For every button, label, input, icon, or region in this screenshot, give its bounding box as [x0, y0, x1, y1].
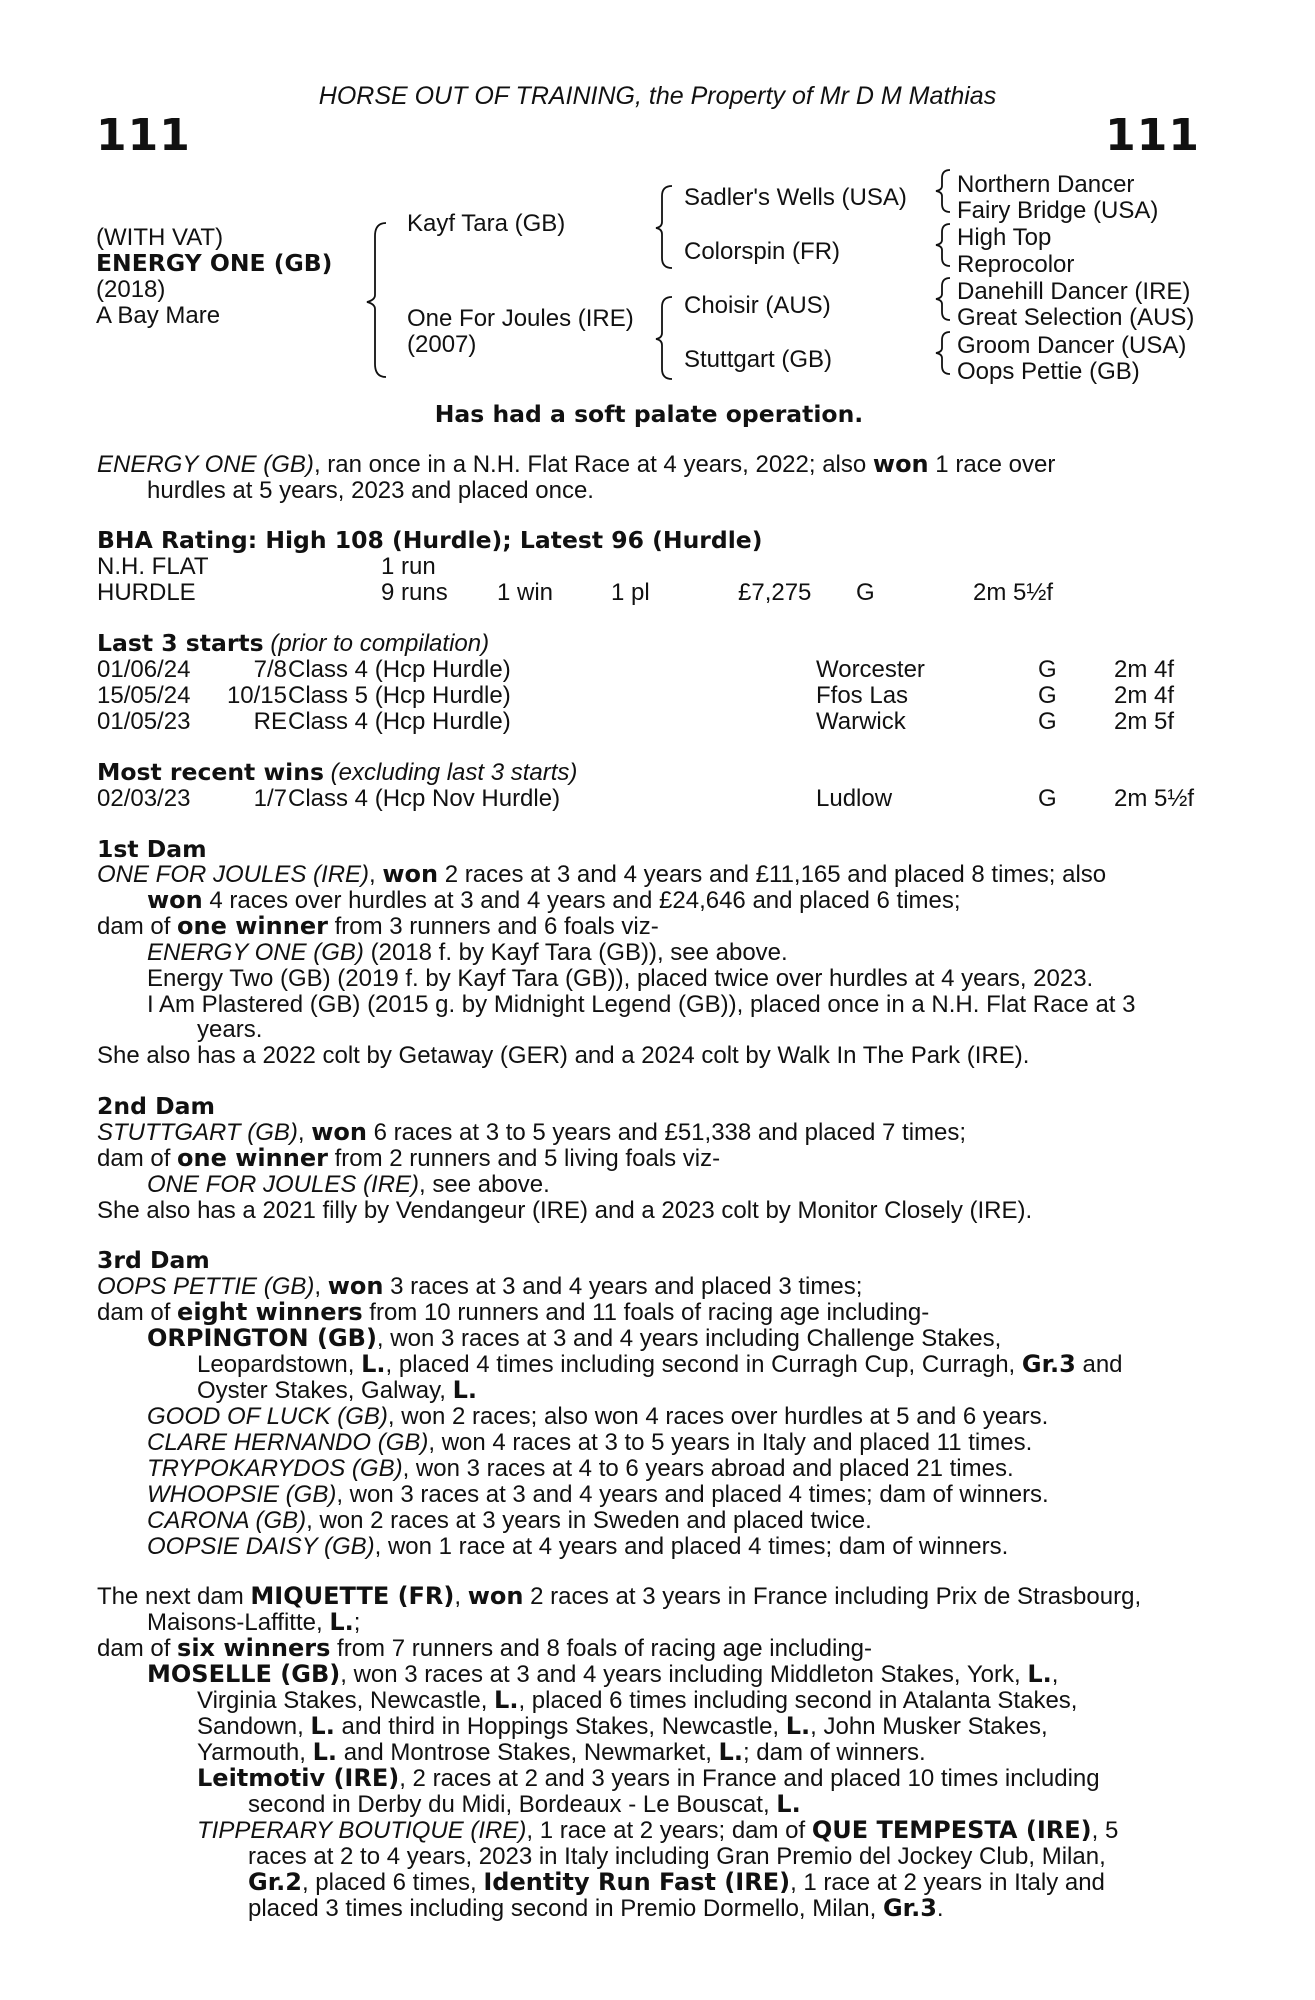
dam3-progeny-6: [147, 1534, 1008, 1560]
leitmotiv-text-2: second in Derby du Midi, Bordeaux - Le Bouscat,: [248, 1791, 777, 1818]
orpington-text-4: and: [1075, 1351, 1123, 1378]
tipperary-text-3: , placed 6 times,: [301, 1869, 484, 1896]
start-position: 7/8: [253, 656, 287, 683]
dam2-won: won: [311, 1118, 367, 1146]
tipperary-line-2: races at 2 to 4 years, 2023 in Italy including Gran Premio del Jockey Club, Milan,: [248, 1843, 1106, 1870]
start-course: Ffos Las: [816, 682, 909, 709]
pedigree-g2: Fairy Bridge (USA): [957, 197, 1159, 224]
tipperary-text-4: , 1 race at 2 years in Italy and: [790, 1869, 1105, 1896]
tipperary-line-1: [197, 1818, 1204, 1844]
start-race: Class 4 (Hcp Hurdle): [288, 708, 511, 735]
summary-line-2: hurdles at 5 years, 2023 and placed once.: [147, 477, 594, 504]
rating-distance: 2m 5½f: [973, 579, 1054, 606]
last-starts-subtitle: (prior to compilation): [270, 630, 490, 657]
moselle-text-2: Virginia Stakes, Newcastle,: [197, 1687, 495, 1714]
rating-placed: 1 pl: [611, 579, 650, 606]
dam2-title: 2nd Dam: [97, 1092, 215, 1120]
progeny-name: TRYPOKARYDOS (GB): [147, 1455, 403, 1482]
dam1-line-3: [97, 914, 659, 940]
listed-mark: L.: [312, 1738, 338, 1766]
pedigree-sire-dam: Colorspin (FR): [684, 238, 841, 265]
moselle-text-6: , John Musker Stakes,: [810, 1713, 1048, 1740]
dam1-progeny-3-cont: years.: [197, 1016, 263, 1043]
start-going: G: [1038, 656, 1057, 683]
progeny-name: ENERGY ONE (GB): [147, 939, 364, 966]
moselle-text-3: , placed 6 times including second in Atalanta Stakes,: [518, 1687, 1078, 1714]
tipperary-line-4: [248, 1896, 944, 1922]
que-tempesta-name: QUE TEMPESTA (IRE): [811, 1816, 1092, 1844]
progeny-text: , won 2 races at 3 years in Sweden and placed twice.: [306, 1507, 872, 1534]
dam1-dam-of: dam of: [97, 913, 178, 940]
group-mark: Gr.3: [1021, 1350, 1076, 1378]
next-dam-text-3: ;: [353, 1609, 361, 1636]
lot-number-left: 111: [96, 110, 191, 161]
next-dam-text-2: Maisons-Laffitte,: [147, 1609, 330, 1636]
progeny-name: CLARE HERNANDO (GB): [147, 1429, 429, 1456]
moselle-line-4: [197, 1740, 926, 1766]
rating-wins: 1 win: [497, 579, 554, 606]
pedigree-g8: Oops Pettie (GB): [957, 358, 1140, 385]
rating-runs: 1 run: [381, 553, 436, 580]
next-dam-line-3: [97, 1636, 872, 1662]
listed-mark: L.: [452, 1376, 478, 1404]
win-going: G: [1038, 785, 1057, 812]
progeny-name: GOOD OF LUCK (GB): [147, 1403, 388, 1430]
tipperary-text-5: placed 3 times including second in Premio Dormello, Milan,: [248, 1895, 883, 1922]
recent-wins-title: Most recent wins: [97, 758, 324, 786]
moselle-text-5: and third in Hoppings Stakes, Newcastle,: [334, 1713, 786, 1740]
rating-type: N.H. FLAT: [97, 553, 209, 580]
moselle-line-1: [147, 1662, 1204, 1688]
dam1-title: 1st Dam: [97, 835, 207, 863]
group-mark: Gr.3: [882, 1894, 937, 1922]
dam3-line-1: OOPS PETTIE (GB), won 3 races at 3 and 4 years and placed 3 times;: [97, 1272, 863, 1300]
start-position: RE: [253, 708, 287, 735]
dam1-text-2: 4 races over hurdles at 3 and 4 years and £24,646 and placed 6 times;: [202, 887, 961, 914]
moselle-line-2: [197, 1688, 1204, 1714]
listed-mark: L.: [1027, 1660, 1052, 1688]
dam2-dam-of: dam of: [97, 1145, 178, 1172]
win-course: Ludlow: [816, 785, 893, 812]
group-mark: Gr.2: [248, 1868, 302, 1896]
summary-text-2: 1 race over: [928, 451, 1056, 478]
dam3-dam-of: dam of: [97, 1299, 178, 1326]
next-dam-name: MIQUETTE (FR): [250, 1582, 455, 1610]
orpington-line-2: [197, 1352, 1204, 1378]
dam2-line-2: [97, 1146, 720, 1172]
start-course: Warwick: [816, 708, 906, 735]
pedigree-sire-sire: Sadler's Wells (USA): [684, 184, 907, 211]
dam1-progeny-1: [147, 940, 788, 966]
pedigree-g6: Great Selection (AUS): [957, 304, 1195, 331]
progeny-name: CARONA (GB): [147, 1507, 307, 1534]
recent-wins-subtitle: (excluding last 3 starts): [330, 759, 578, 786]
listed-mark: L.: [718, 1738, 743, 1766]
moselle-text-8: and Montrose Stakes, Newmarket,: [337, 1739, 719, 1766]
dam3-runners: from 10 runners and 11 foals of racing age including-: [362, 1299, 930, 1326]
dam1-won-2: won: [147, 886, 203, 914]
dam1-progeny-2: Energy Two (GB) (2019 f. by Kayf Tara (GB)), placed twice over hurdles at 4 years, 2023.: [147, 965, 1094, 992]
start-course: Worcester: [816, 656, 925, 683]
progeny-text: , won 3 races at 4 to 6 years abroad and placed 21 times.: [402, 1455, 1014, 1482]
win-distance: 2m 5½f: [1114, 785, 1195, 812]
progeny-text: , won 2 races; also won 4 races over hurdles at 5 and 6 years.: [387, 1403, 1049, 1430]
win-race: Class 4 (Hcp Nov Hurdle): [288, 785, 561, 812]
next-dam-line-1: [97, 1584, 1204, 1610]
tipperary-text: , 1 race at 2 years; dam of: [526, 1817, 812, 1844]
orpington-line-1: [147, 1326, 1204, 1352]
progeny-text: , see above.: [419, 1171, 550, 1198]
dam2-also: She also has a 2021 filly by Vendangeur (IRE) and a 2023 colt by Monitor Closely (IRE).: [97, 1197, 1033, 1224]
moselle-line-3: [197, 1714, 1204, 1740]
page-header: HORSE OUT OF TRAINING, the Property of Mr D M Mathias: [318, 82, 997, 110]
dam1-winners: one winner: [177, 912, 328, 940]
dam3-progeny-4: [147, 1482, 1049, 1508]
next-dam-dam-of: dam of: [97, 1635, 178, 1662]
start-date: 01/05/23: [97, 708, 191, 735]
dam1-line-2: [147, 888, 961, 914]
dam3-winners: eight winners: [177, 1298, 363, 1326]
lot-number-right: 111: [1105, 110, 1200, 161]
next-dam-won: won: [467, 1582, 524, 1610]
start-going: G: [1038, 708, 1057, 735]
start-date: 15/05/24: [97, 682, 191, 709]
next-dam-intro: The next dam: [97, 1583, 251, 1610]
dam1-name: ONE FOR JOULES (IRE): [97, 861, 370, 888]
progeny-name: ONE FOR JOULES (IRE): [147, 1171, 420, 1198]
tipperary-period: .: [936, 1895, 944, 1922]
horse-name: ENERGY ONE (GB): [96, 249, 333, 277]
pedigree-dam-dam: Stuttgart (GB): [684, 346, 833, 373]
pedigree-sire: Kayf Tara (GB): [407, 210, 566, 237]
dam3-text: 3 races at 3 and 4 years and placed 3 times;: [383, 1273, 863, 1300]
tipperary-line-3: [248, 1870, 1204, 1896]
horse-year: (2018): [96, 276, 166, 303]
listed-mark: L.: [361, 1350, 386, 1378]
moselle-name: MOSELLE (GB): [147, 1660, 341, 1688]
orpington-text-2: Leopardstown,: [197, 1351, 362, 1378]
bha-rating-title: BHA Rating: High 108 (Hurdle); Latest 96 (Hurdle): [97, 526, 763, 554]
dam3-line-2: [97, 1300, 929, 1326]
leitmotiv-text: , 2 races at 2 and 3 years in France and placed 10 times including: [399, 1765, 1100, 1792]
rating-runs: 9 runs: [381, 579, 448, 606]
dam2-name: STUTTGART (GB): [97, 1119, 298, 1146]
progeny-name: OOPSIE DAISY (GB): [147, 1533, 375, 1560]
progeny-text: , won 1 race at 4 years and placed 4 times; dam of winners.: [374, 1533, 1009, 1560]
moselle-text-4: Sandown,: [197, 1713, 311, 1740]
dam3-title: 3rd Dam: [97, 1246, 210, 1274]
start-distance: 2m 4f: [1114, 682, 1175, 709]
dam1-line-1: ONE FOR JOULES (IRE), won 2 races at 3 and 4 years and £11,165 and placed 8 times; also: [97, 860, 1107, 888]
dam1-won: won: [382, 860, 439, 888]
next-dam-runners: from 7 runners and 8 foals of racing age including-: [330, 1635, 873, 1662]
progeny-name: WHOOPSIE (GB): [147, 1481, 337, 1508]
rating-going: G: [856, 579, 875, 606]
start-date: 01/06/24: [97, 656, 191, 683]
moselle-text-9: ; dam of winners.: [742, 1739, 926, 1766]
last-starts-title: Last 3 starts: [97, 629, 264, 657]
leitmotiv-name: Leitmotiv (IRE): [197, 1764, 400, 1792]
pedigree-g5: Danehill Dancer (IRE): [957, 278, 1191, 305]
dam3-won: won: [327, 1272, 384, 1300]
soft-palate-note: Has had a soft palate operation.: [434, 400, 864, 428]
start-distance: 2m 4f: [1114, 656, 1175, 683]
orpington-name: ORPINGTON (GB): [147, 1324, 377, 1352]
next-dam-winners: six winners: [177, 1634, 331, 1662]
listed-mark: L.: [310, 1712, 335, 1740]
pedigree-dam: One For Joules (IRE): [407, 305, 634, 332]
tipperary-text-2: , 5: [1091, 1817, 1119, 1844]
summary-text: , ran once in a N.H. Flat Race at 4 years, 2022; also: [313, 451, 873, 478]
progeny-text: , won 4 races at 3 to 5 years in Italy and placed 11 times.: [428, 1429, 1033, 1456]
start-distance: 2m 5f: [1114, 708, 1175, 735]
leitmotiv-line-1: [197, 1766, 1204, 1792]
next-dam-text: 2 races at 3 years in France including Prix de Strasbourg,: [523, 1583, 1142, 1610]
moselle-comma: ,: [1051, 1661, 1059, 1688]
dam2-progeny-1: [147, 1172, 550, 1198]
moselle-text-7: Yarmouth,: [197, 1739, 313, 1766]
dam2-text: 6 races at 3 to 5 years and £51,338 and placed 7 times;: [366, 1119, 967, 1146]
summary-horse-name: ENERGY ONE (GB): [97, 451, 314, 478]
dam2-runners: from 2 runners and 5 living foals viz-: [327, 1145, 721, 1172]
dam1-also: She also has a 2022 colt by Getaway (GER) and a 2024 colt by Walk In The Park (IRE).: [97, 1042, 1030, 1069]
rating-type: HURDLE: [97, 579, 196, 606]
orpington-text: , won 3 races at 3 and 4 years including Challenge Stakes,: [376, 1325, 1002, 1352]
listed-mark: L.: [785, 1712, 811, 1740]
dam1-text: 2 races at 3 and 4 years and £11,165 and placed 8 times; also: [438, 861, 1107, 888]
tipperary-name: TIPPERARY BOUTIQUE (IRE): [197, 1817, 527, 1844]
progeny-text: , won 3 races at 3 and 4 years and placed 4 times; dam of winners.: [336, 1481, 1049, 1508]
dam1-runners: from 3 runners and 6 foals viz-: [327, 913, 659, 940]
dam3-progeny-3: [147, 1456, 1014, 1482]
last-starts-heading: [97, 631, 489, 657]
orpington-text-3: , placed 4 times including second in Curragh Cup, Curragh,: [385, 1351, 1022, 1378]
horse-description: A Bay Mare: [96, 302, 221, 329]
next-dam-sep: ,: [454, 1583, 468, 1610]
start-race: Class 5 (Hcp Hurdle): [288, 682, 511, 709]
race-summary: [97, 452, 1204, 478]
win-date: 02/03/23: [97, 785, 191, 812]
listed-mark: L.: [494, 1686, 519, 1714]
moselle-text: , won 3 races at 3 and 4 years including Middleton Stakes, York,: [340, 1661, 1028, 1688]
recent-wins-heading: [97, 760, 577, 786]
listed-mark: L.: [329, 1608, 354, 1636]
dam3-progeny-2: [147, 1430, 1032, 1456]
pedigree-g3: High Top: [957, 224, 1052, 251]
dam2-line-1: STUTTGART (GB), won 6 races at 3 to 5 years and £51,338 and placed 7 times;: [97, 1118, 967, 1146]
pedigree-g4: Reprocolor: [957, 251, 1075, 278]
dam1-progeny-3: I Am Plastered (GB) (2015 g. by Midnight Legend (GB)), placed once in a N.H. Flat Race at 3: [147, 991, 1136, 1018]
next-dam-line-2: [147, 1610, 360, 1636]
progeny-text: (2018 f. by Kayf Tara (GB)), see above.: [363, 939, 788, 966]
summary-won: won: [872, 450, 929, 478]
start-going: G: [1038, 682, 1057, 709]
pedigree-dam-year: (2007): [407, 331, 477, 358]
start-position: 10/15: [226, 682, 287, 709]
horse-vat: (WITH VAT): [96, 224, 224, 251]
orpington-line-3: [197, 1378, 477, 1404]
orpington-text-5: Oyster Stakes, Galway,: [197, 1377, 453, 1404]
leitmotiv-line-2: [248, 1792, 801, 1818]
rating-prize: £7,275: [738, 579, 812, 606]
dam3-progeny-1: [147, 1404, 1048, 1430]
listed-mark: L.: [776, 1790, 801, 1818]
dam3-name: OOPS PETTIE (GB): [97, 1273, 315, 1300]
pedigree-g1: Northern Dancer: [957, 171, 1135, 198]
identity-run-fast-name: Identity Run Fast (IRE): [483, 1868, 791, 1896]
dam3-progeny-5: [147, 1508, 872, 1534]
dam2-winners: one winner: [177, 1144, 328, 1172]
pedigree-g7: Groom Dancer (USA): [957, 332, 1187, 359]
pedigree-dam-sire: Choisir (AUS): [684, 292, 831, 319]
win-position: 1/7: [253, 785, 287, 812]
start-race: Class 4 (Hcp Hurdle): [288, 656, 511, 683]
